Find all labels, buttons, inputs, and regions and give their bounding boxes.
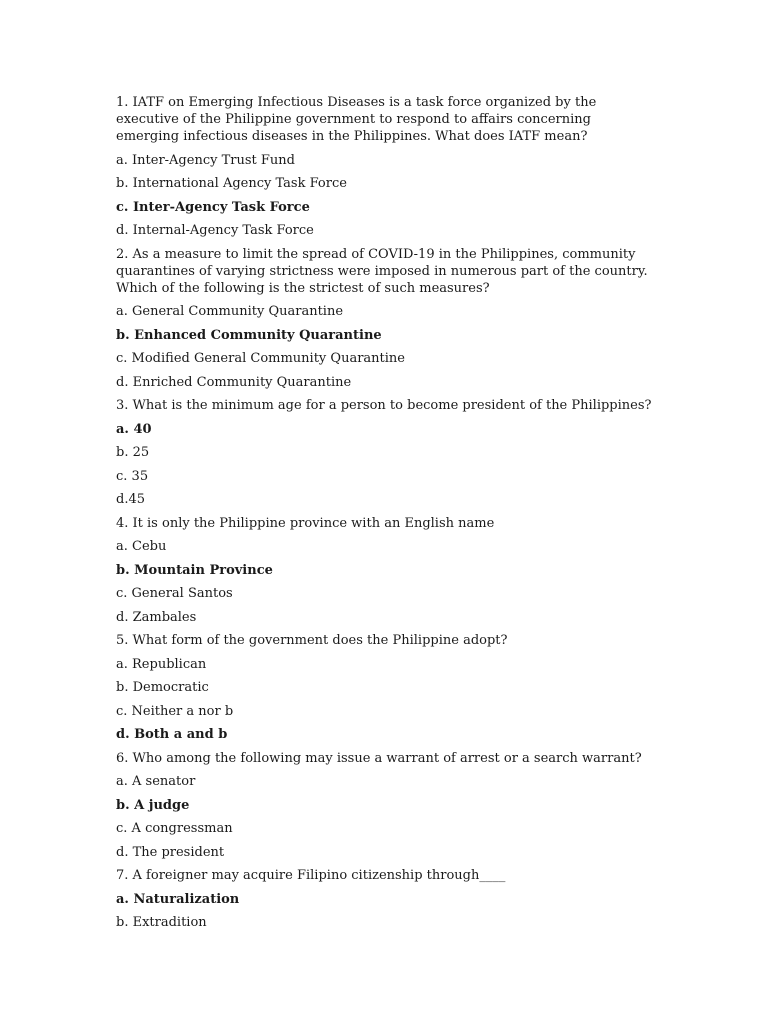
option-b: b. International Agency Task Force (116, 176, 347, 191)
question-block-1 (116, 94, 656, 239)
option-d: d. Enriched Community Quarantine (116, 374, 352, 390)
question-text: 5. What form of the government does the Philippine adopt? (116, 633, 508, 648)
question-block-4 (116, 515, 656, 626)
option-a: a. Inter-Agency Trust Fund (116, 152, 295, 168)
option-b-answer: b. A judge (116, 797, 190, 813)
document-page (116, 94, 656, 938)
question-block-7 (116, 867, 656, 931)
option-b-answer: b. Mountain Province (116, 562, 273, 578)
question-text: 4. It is only the Philippine province with an English name (116, 515, 495, 531)
question-text: 6. Who among the following may issue a warrant of arrest or a search warrant? (116, 750, 642, 766)
option-d: d. Internal-Agency Task Force (116, 223, 314, 238)
option-b: b. Democratic (116, 680, 209, 695)
option-d: d. Zambales (116, 609, 197, 625)
option-a-answer: a. 40 (116, 421, 152, 437)
question-block-2 (116, 246, 656, 391)
option-b: b. Extradition (116, 915, 207, 930)
option-a-answer: a. Naturalization (116, 891, 240, 907)
question-text: 1. IATF on Emerging Infectious Diseases is a task force organized by the executive of the Philippine government to respond to affairs concerning emerging infectious diseases in the Philippines. What does IATF mean? (116, 95, 597, 144)
option-d: d. The president (116, 844, 225, 860)
question-text: 7. A foreigner may acquire Filipino citizenship through____ (116, 868, 506, 883)
question-block-3 (116, 397, 656, 508)
option-a: a. Cebu (116, 539, 167, 554)
option-b-answer: b. Enhanced Community Quarantine (116, 327, 382, 343)
option-c: c. Neither a nor b (116, 703, 234, 719)
option-a: a. General Community Quarantine (116, 304, 344, 319)
question-text: 2. As a measure to limit the spread of COVID-19 in the Philippines, community quarantines of varying strictness were imposed in numerous part of the country. Which of the following is the strictest of such measures? (116, 246, 648, 296)
question-text: 3. What is the minimum age for a person to become president of the Philippines? (116, 398, 652, 413)
option-d: d.45 (116, 492, 145, 507)
option-c: c. 35 (116, 468, 149, 484)
option-a: a. A senator (116, 774, 196, 789)
option-b: b. 25 (116, 445, 150, 460)
option-d-answer: d. Both a and b (116, 727, 228, 742)
option-a: a. Republican (116, 656, 207, 672)
option-c: c. General Santos (116, 586, 233, 601)
option-c: c. Modified General Community Quarantine (116, 351, 405, 366)
option-c-answer: c. Inter-Agency Task Force (116, 199, 310, 215)
question-block-6 (116, 750, 656, 861)
question-block-5 (116, 632, 656, 743)
option-c: c. A congressman (116, 821, 233, 836)
